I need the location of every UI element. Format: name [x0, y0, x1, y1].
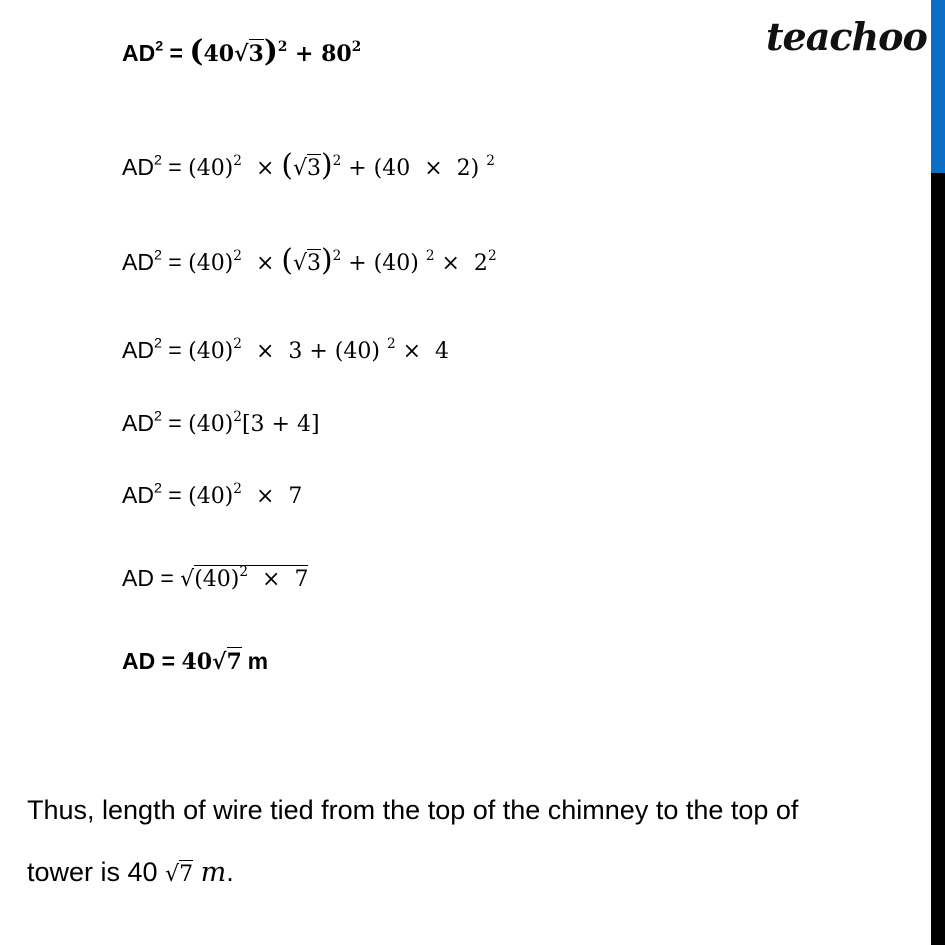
step-expression: $(40√3)^2 + 80^2$	[189, 34, 362, 69]
accent-bar	[931, 0, 945, 173]
step-expression: $(40)^2 \times 3 + (40) ^2 \times 4$	[188, 335, 450, 364]
conclusion-line-1: Thus, length of wire tied from the top of the chimney to the top of	[27, 795, 799, 825]
conclusion-prefix: tower is 40	[27, 857, 166, 887]
step-label: $AD^2$ =	[122, 247, 189, 275]
step-1	[122, 34, 361, 69]
step-label: AD =	[122, 565, 181, 591]
unit: m	[247, 648, 269, 674]
step-6	[122, 482, 302, 509]
conclusion-unit: m	[200, 857, 227, 888]
step-label: $AD^2$ =	[122, 480, 189, 508]
step-label: $AD^2$ =	[122, 408, 189, 436]
conclusion-line-2	[27, 857, 234, 888]
step-5	[122, 410, 320, 437]
step-expression: 40√7	[181, 649, 242, 675]
step-label: AD =	[122, 648, 182, 674]
step-expression: $(40)^2 \times (√3)^2 + (40) ^2 \times 2^2$	[188, 243, 497, 278]
conclusion-value: √7	[165, 862, 194, 887]
step-expression: $(40)^2 \times 7$	[188, 480, 303, 509]
step-expression: $(40)^2 \times (√3)^2 + (40 \times 2)$ $^2$	[188, 148, 495, 183]
conclusion-suffix: .	[226, 857, 234, 887]
step-label: $AD^2$ =	[122, 38, 190, 66]
step-8-result	[122, 648, 268, 675]
step-7	[122, 565, 308, 592]
step-label: $AD^2$ =	[122, 152, 189, 180]
step-expression: $(40)^2[3 + 4]$	[188, 408, 320, 437]
step-2	[122, 148, 495, 183]
step-label: $AD^2$ =	[122, 335, 189, 363]
dark-bar	[931, 173, 945, 945]
step-4	[122, 337, 449, 364]
teachoo-logo: teachoo	[766, 14, 927, 59]
step-expression: $√(40)^2 \times 7$	[180, 563, 309, 592]
step-3	[122, 243, 497, 278]
